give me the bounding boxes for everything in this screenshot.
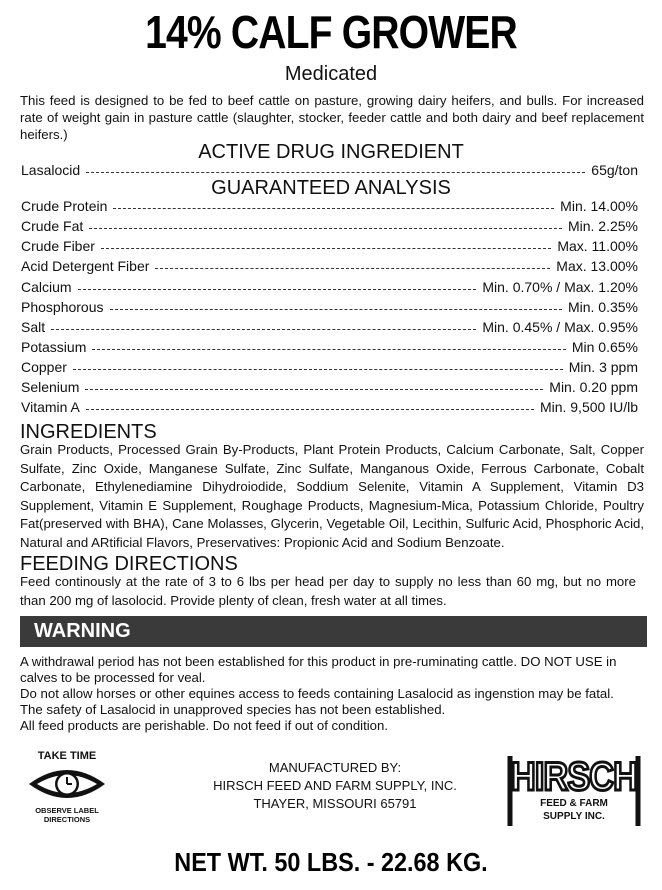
analysis-row	[21, 297, 638, 317]
take-time-badge	[20, 750, 114, 824]
brand-sub2: SUPPLY INC.	[543, 811, 605, 822]
manufacturer-line: MANUFACTURED BY:	[268, 760, 402, 775]
dot-leader	[110, 309, 562, 310]
ingredients-heading: INGREDIENTS	[20, 421, 157, 443]
dot-leader	[73, 369, 563, 370]
manufacturer-block	[190, 759, 480, 813]
analysis-label: Copper	[21, 359, 67, 375]
intro-paragraph: This feed is designed to be fed to beef cattle on pasture, growing dairy heifers, and bulls. For increased rate of weight gain in pasture cattle (slaughter, stocker, feeder cattle and both dairy and beef replacement heifers.)	[20, 93, 644, 142]
analysis-value: Min. 0.45% / Max. 0.95%	[482, 319, 638, 335]
analysis-row	[21, 397, 638, 417]
eye-clock-icon	[27, 764, 107, 804]
analysis-row	[21, 317, 638, 337]
analysis-value: Min. 0.20 ppm	[549, 379, 638, 395]
analysis-label: Acid Detergent Fiber	[21, 258, 150, 274]
analysis-row	[21, 337, 638, 357]
manufacturer-line: THAYER, MISSOURI 65791	[253, 796, 417, 811]
net-weight: NET WT. 50 LBS. - 22.68 KG.	[174, 847, 488, 877]
analysis-value: Min. 0.35%	[567, 299, 638, 315]
dot-leader	[51, 329, 476, 330]
warning-text	[20, 654, 650, 734]
analysis-value: Min. 2.25%	[567, 218, 638, 234]
analysis-value: Max. 13.00%	[556, 258, 638, 274]
analysis-row	[21, 236, 638, 256]
analysis-value: Max. 11.00%	[557, 238, 638, 254]
analysis-value: Min. 14.00%	[560, 198, 638, 214]
analysis-row	[21, 196, 638, 216]
dot-leader	[85, 389, 543, 390]
warning-line: All feed products are perishable. Do not feed if out of condition.	[20, 718, 389, 733]
warning-banner: WARNING	[20, 616, 647, 647]
analysis-row	[21, 216, 638, 236]
hirsch-logo	[506, 750, 642, 830]
feeding-heading: FEEDING DIRECTIONS	[20, 553, 238, 575]
ingredients-text: Grain Products, Processed Grain By-Products, Plant Protein Products, Calcium Carbonate, Salt, Copper Sulfate, Zinc Oxide, Manganese Sulfate, Zinc Sulfate, Manganous Oxide, Ferrous Carbonate, Cobalt Carbonate, Ethylenediamine Dihydroiodide, Soddium Selenite, Vitamin A Supplement, Vitamin D3 Supplement, Vitamin E Supplement, Roughage Products, Magnesium-Mica, Potassium Chloride, Poultry Fat(preserved with BHA), Cane Molasses, Glycerin, Vegetable Oil, Lecithin, Sulfuric Acid, Phosphoric Acid, Natural and ARtificial Flavors, Preservatives: Propionic Acid and Sodium Benzoate.	[20, 442, 644, 550]
active-drug-heading: ACTIVE DRUG INGREDIENT	[198, 141, 464, 163]
brand-name: HIRSCH	[511, 755, 637, 799]
active-drug-name: Lasalocid	[21, 162, 81, 178]
product-subtitle: Medicated	[284, 63, 378, 85]
analysis-label: Selenium	[21, 379, 80, 395]
analysis-heading: GUARANTEED ANALYSIS	[211, 177, 451, 199]
warning-line: Do not allow horses or other equines access to feeds containing Lasalocid as ingenstion may be fatal.	[20, 686, 614, 701]
analysis-row	[21, 377, 638, 397]
analysis-row	[21, 256, 638, 276]
analysis-value: Min. 3 ppm	[568, 359, 638, 375]
analysis-label: Crude Fat	[21, 218, 84, 234]
brand-sub1: FEED & FARM	[540, 798, 608, 809]
product-title: 14% CALF GROWER	[145, 6, 517, 58]
directions-label: DIRECTIONS	[43, 815, 91, 824]
dot-leader	[86, 409, 534, 410]
analysis-value: Min 0.65%	[571, 339, 638, 355]
take-time-label: TAKE TIME	[37, 750, 97, 762]
analysis-label: Phosphorous	[21, 299, 104, 315]
dot-leader	[89, 228, 562, 229]
analysis-label: Vitamin A	[21, 399, 80, 415]
observe-label: OBSERVE LABEL	[35, 806, 99, 815]
active-drug-amount: 65g/ton	[591, 162, 638, 178]
analysis-value: Min. 9,500 IU/lb	[539, 399, 638, 415]
warning-line: The safety of Lasalocid in unapproved species has not been established.	[20, 702, 446, 717]
analysis-label: Calcium	[21, 279, 72, 295]
hirsch-logo-graphic	[506, 750, 642, 830]
dot-leader	[101, 248, 551, 249]
analysis-value: Min. 0.70% / Max. 1.20%	[482, 279, 638, 295]
analysis-label: Potassium	[21, 339, 87, 355]
dot-leader	[155, 268, 550, 269]
warning-line: A withdrawal period has not been established for this product in pre-ruminating cattle. DO NOT USE in calves to be processed for veal.	[20, 654, 617, 685]
analysis-label: Crude Fiber	[21, 238, 95, 254]
analysis-label: Crude Protein	[21, 198, 108, 214]
analysis-label: Salt	[21, 319, 46, 335]
dot-leader	[78, 289, 477, 290]
dot-leader	[86, 172, 585, 173]
feeding-text: Feed continously at the rate of 3 to 6 lbs per head per day to supply no less than 60 mg, but no more than 200 mg of lasolocid. Provide plenty of clean, fresh water at all times.	[20, 574, 636, 608]
analysis-row	[21, 277, 638, 297]
dot-leader	[113, 208, 554, 209]
dot-leader	[92, 349, 565, 350]
analysis-row	[21, 357, 638, 377]
manufacturer-line: HIRSCH FEED AND FARM SUPPLY, INC.	[213, 778, 457, 793]
